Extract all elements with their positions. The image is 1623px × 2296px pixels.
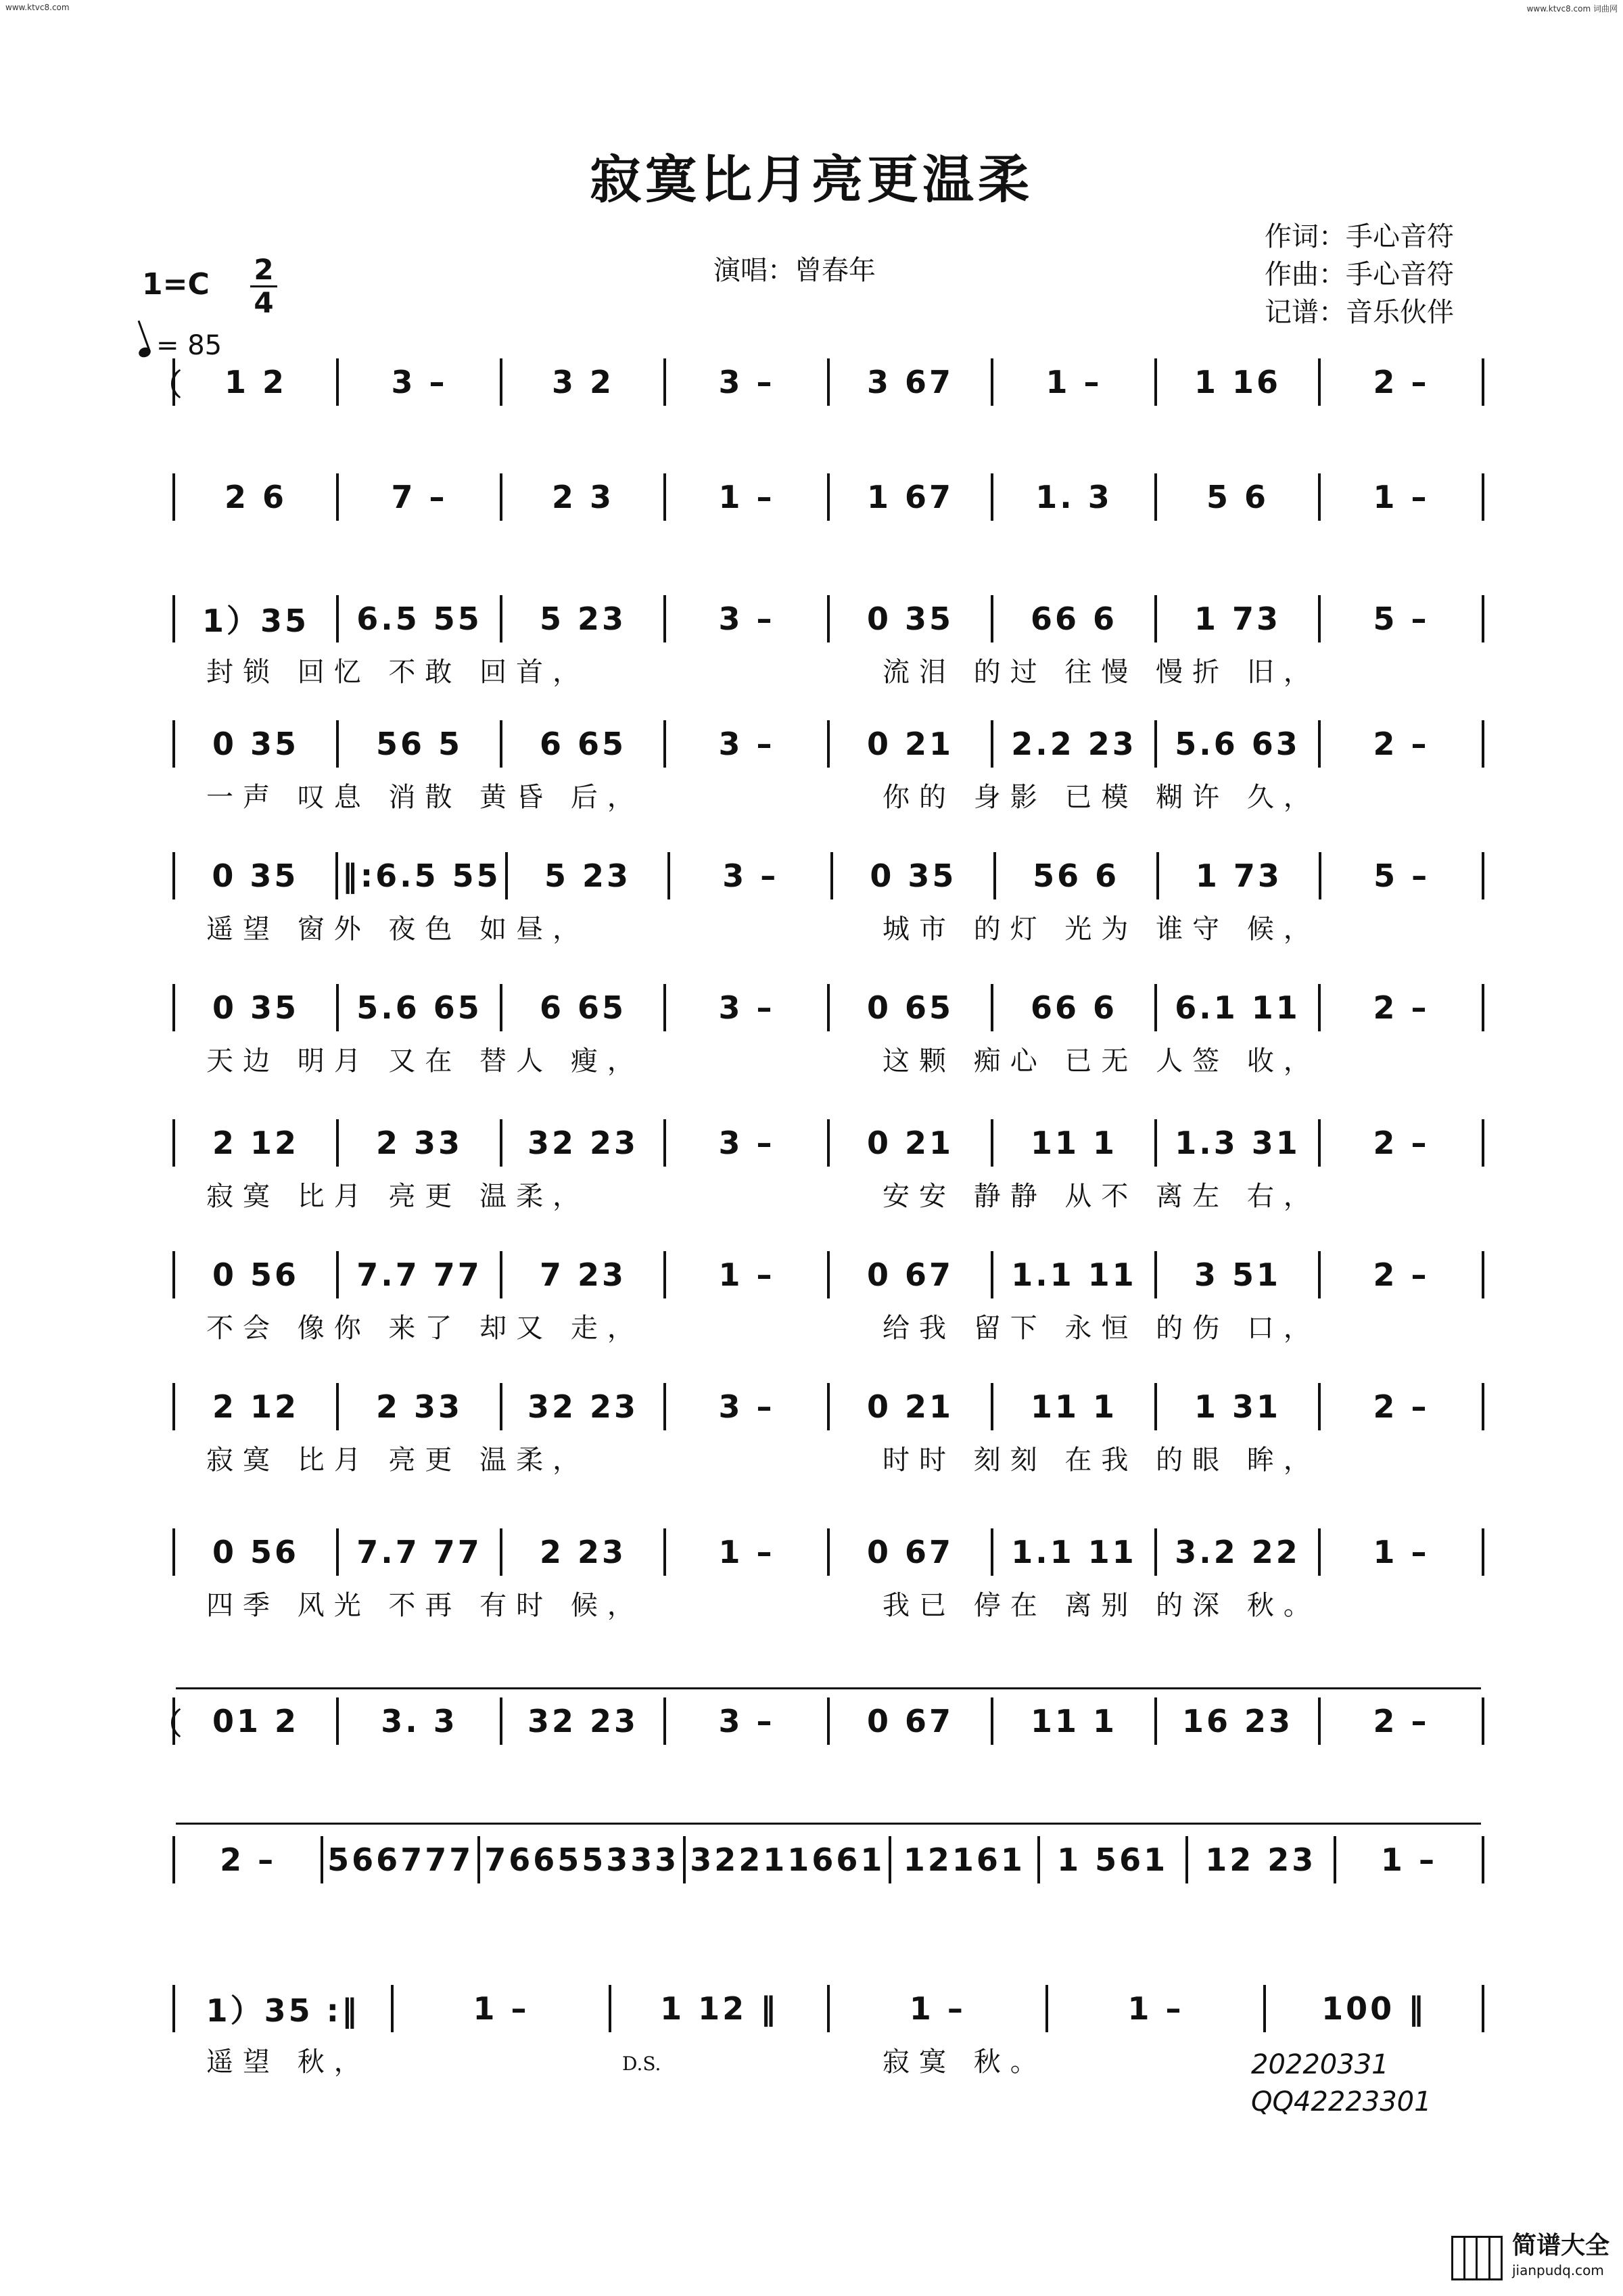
measure [827,984,991,1031]
tempo-value: = 85 [156,330,222,361]
measure [172,1383,336,1430]
measure-notes: 56 6 [1033,858,1120,894]
measure-notes: 1 – [473,1990,530,2027]
measure-notes: 1 – [718,479,775,515]
measure [827,720,991,768]
measure-notes: 7 23 [539,1257,627,1293]
measure [500,595,663,642]
measure [827,473,991,521]
notes-line [152,1836,1484,1883]
measure [336,358,500,406]
measure-notes: 1 – [1373,479,1430,515]
measure [609,1985,827,2032]
measure-notes: 5.6 65 [356,989,482,1026]
measure-notes: 0 21 [866,1125,954,1161]
measure-notes: 0 35 [870,858,957,894]
measure [336,473,500,521]
measure-notes: 0 35 [212,858,299,894]
lyric-phrase: 你的 身影 已模 糊许 久， [883,782,1320,813]
measure-notes: 3 51 [1194,1257,1281,1293]
measure-notes: 2 23 [539,1534,627,1570]
measure-notes: 2 12 [212,1125,300,1161]
score-row [0,852,1623,987]
measure-notes: 2 6 [224,479,287,515]
measure [991,984,1154,1031]
measure [1154,1251,1318,1298]
notes-line [152,720,1484,768]
notes-line [152,1383,1484,1430]
measure-notes: 6 65 [539,989,627,1026]
measure-notes: 1 – [909,1990,966,2027]
logo-name: 简谱大全 [1511,2232,1609,2259]
score-row [0,473,1623,609]
tempo-marking [139,330,222,361]
measure-notes: 1. 3 [1035,479,1112,515]
notes-line [152,1251,1484,1298]
lyric-phrase: 天边 明月 又在 替人 瘦， [206,1046,644,1077]
measure-notes: 1 73 [1195,858,1282,894]
measure-notes: 76655333 [484,1842,680,1878]
measure [827,1251,991,1298]
song-title: 寂寞比月亮更温柔 [590,149,1033,210]
measure [1334,1836,1484,1883]
measure [172,1985,391,2032]
measure-notes: 1 67 [866,479,954,515]
measure-notes: 0 21 [866,1388,954,1425]
measure-notes: 3 – [391,364,448,400]
measure-notes: 3 – [718,601,775,637]
measure [172,1251,336,1298]
lyric-phrase: 寂寞 秋。 [883,2046,1047,2078]
measure-notes: 0 56 [212,1534,300,1570]
measure [827,595,991,642]
measure-notes: 0 35 [212,989,300,1026]
qq-number: QQ42223301 [1251,2086,1432,2117]
measure [830,852,993,899]
measure [1318,1528,1484,1576]
measure-notes: 566777 [327,1842,474,1878]
lyric-phrase: 一声 叹息 消散 黄昏 后， [206,782,644,813]
measure [500,1528,663,1576]
measure-notes: 3. 3 [381,1703,458,1739]
measure-notes: 0 35 [866,601,954,637]
measure-notes: 1.1 11 [1011,1257,1137,1293]
measure [991,473,1154,521]
measure [336,595,500,642]
measure [1154,473,1318,521]
measure-notes: 1 31 [1194,1388,1281,1425]
measure [1154,1697,1318,1745]
lyric-phrase: 寂寞 比月 亮更 温柔， [206,1181,590,1212]
measure-notes: 3 67 [866,364,954,400]
measure [663,1119,827,1167]
score-row [0,1383,1623,1518]
measure [1318,473,1484,521]
piano-icon [1451,2236,1503,2280]
measure-notes: 6.5 55 [356,601,482,637]
notes-line [152,1528,1484,1576]
measure [667,852,830,899]
measure-notes: 7 – [391,479,448,515]
measure [172,1119,336,1167]
measure [827,1697,991,1745]
score-row [0,1528,1623,1664]
score-row [0,1836,1623,1971]
measure-notes: 1.3 31 [1175,1125,1300,1161]
measure [500,1697,663,1745]
notes-line [152,595,1484,642]
measure-notes: 5 – [1373,858,1430,894]
measure [505,852,668,899]
measure [663,1697,827,1745]
measure [663,358,827,406]
measure-notes: 66 6 [1030,989,1118,1026]
measure-notes: 1 12 ‖ [660,1990,779,2027]
notes-line [152,852,1484,899]
measure-notes: 1 73 [1194,601,1281,637]
measure-notes: 0 65 [866,989,954,1026]
measure-notes: 2 – [1373,364,1430,400]
measure [1318,1119,1484,1167]
measure-notes: 3 – [722,858,779,894]
measure [991,720,1154,768]
measure-notes: 0 67 [866,1257,954,1293]
measure [500,984,663,1031]
measure [336,1528,500,1576]
measure-notes: 2 – [1373,1388,1430,1425]
score-row [0,1119,1623,1255]
meter-top: 2 [254,253,274,286]
measure-notes: 3 2 [551,364,615,400]
measure [991,1119,1154,1167]
measure [335,852,505,899]
measure-notes: 5 6 [1206,479,1269,515]
measure [1154,1528,1318,1576]
key-signature: 1=C [142,267,210,302]
measure [991,1697,1154,1745]
measure [172,852,335,899]
measure-notes: 100 ‖ [1321,1990,1427,2027]
measure [827,358,991,406]
credits-block [1265,218,1454,331]
measure [1154,1383,1318,1430]
measure [500,473,663,521]
measure [172,1528,336,1576]
measure [391,1985,609,2032]
measure-notes: 2 33 [375,1125,463,1161]
ds-mark: D.S. [622,2053,661,2075]
lyric-phrase: 流泪 的过 往慢 慢折 旧， [883,657,1320,688]
measure [663,1251,827,1298]
measure-notes: 2 33 [375,1388,463,1425]
lyric-phrase: 不会 像你 来了 却又 走， [206,1313,644,1344]
lyric-phrase: 安安 静静 从不 离左 右， [883,1181,1320,1212]
row-opener: （ [152,368,182,402]
measure-notes: 0 21 [866,726,954,762]
measure [1037,1836,1185,1883]
measure [1154,984,1318,1031]
measure [336,1251,500,1298]
measure-notes: 0 67 [866,1534,954,1570]
measure-notes: 1 16 [1194,364,1281,400]
measure [500,1251,663,1298]
measure [172,595,336,642]
score-row [0,1251,1623,1386]
measure-notes: 3 – [718,989,775,1026]
measure-notes: 7.7 77 [356,1257,482,1293]
watermark-right: www.ktvc8.com 词曲网 [1526,4,1618,14]
measure [1318,720,1484,768]
lyric-phrase: 给我 留下 永恒 的伤 口， [883,1313,1320,1344]
measure [1263,1985,1484,2032]
measure-notes: 2 – [1373,726,1430,762]
measure-notes: 66 6 [1030,601,1118,637]
measure [1154,358,1318,406]
measure-notes: 1 561 [1057,1842,1169,1878]
measure [1318,1251,1484,1298]
measure [663,1383,827,1430]
measure [1154,595,1318,642]
notes-line [152,473,1484,521]
score-row [0,984,1623,1119]
measure-notes: 1）35 :‖ [206,1992,360,2029]
measure-notes: 5.6 63 [1175,726,1300,762]
date-stamp: 20220331 [1251,2049,1389,2080]
measure [991,595,1154,642]
measure-notes: 1 – [718,1534,775,1570]
notes-line [152,1119,1484,1167]
measure [663,720,827,768]
measure-notes: 5 – [1373,601,1430,637]
lyric-phrase: 封锁 回忆 不敢 回首， [206,657,590,688]
measure [336,1119,500,1167]
measure-notes: 6 65 [539,726,627,762]
composer-credit: 作曲：手心音符 [1265,259,1454,290]
lyric-phrase: 时时 刻刻 在我 的眼 眸， [883,1445,1320,1476]
meter-bottom: 4 [254,286,274,319]
measure-notes: 11 1 [1030,1125,1118,1161]
measure [172,720,336,768]
measure [993,852,1156,899]
measure-notes: 1 – [1380,1842,1437,1878]
divider-line [176,1687,1481,1689]
measure-notes: 5 23 [539,601,627,637]
measure-notes: 2 – [1373,989,1430,1026]
measure [336,1697,500,1745]
measure [827,1985,1045,2032]
lyricist-credit: 作词：手心音符 [1265,221,1454,252]
measure [991,1528,1154,1576]
measure-notes: 0 35 [212,726,300,762]
measure [1318,358,1484,406]
measure-notes: 2 3 [551,479,615,515]
notes-line [152,358,1484,406]
measure [500,720,663,768]
measure-notes: 2 – [1373,1125,1430,1161]
measure-notes: 5 23 [544,858,632,894]
measure [172,358,336,406]
measure [991,1251,1154,1298]
logo-url: jianpudq.com [1511,2262,1604,2278]
measure-notes: 16 23 [1181,1703,1294,1739]
measure [172,473,336,521]
measure [172,984,336,1031]
measure [1318,984,1484,1031]
score-row [0,1697,1623,1833]
measure-notes: 2 12 [212,1388,300,1425]
measure-notes: ‖:6.5 55 [342,858,501,894]
measure-notes: 1 – [718,1257,775,1293]
measure-notes: 32 23 [527,1388,639,1425]
measure-notes: 1.1 11 [1011,1534,1137,1570]
transcriber-credit: 记谱：音乐伙伴 [1265,297,1454,328]
lyric-phrase: 我已 停在 离别 的深 秋。 [883,1590,1320,1621]
measure-notes: 1）35 [202,603,310,639]
measure [172,1836,321,1883]
measure [336,984,500,1031]
measure [1156,852,1319,899]
measure [500,1119,663,1167]
measure-notes: 1 – [1373,1534,1430,1570]
measure [1154,1119,1318,1167]
measure [336,720,500,768]
measure-notes: 2 – [220,1842,277,1878]
measure-notes: 32 23 [527,1125,639,1161]
singer-credit: 演唱：曾春年 [713,255,876,286]
time-signature [250,253,277,319]
measure [1154,720,1318,768]
measure [663,984,827,1031]
measure [1318,1697,1484,1745]
quarter-note-icon [137,346,152,358]
measure [172,1697,336,1745]
measure [991,1383,1154,1430]
measure-notes: 12161 [903,1842,1025,1878]
measure-notes: 2 – [1373,1257,1430,1293]
measure-notes: 6.1 11 [1175,989,1300,1026]
measure [321,1836,477,1883]
lyric-phrase: 遥望 秋， [206,2046,371,2078]
measure [991,358,1154,406]
measure-notes: 2 – [1373,1703,1430,1739]
measure-notes: 1 – [1127,1990,1184,2027]
measure [1045,1985,1264,2032]
measure-notes: 0 67 [866,1703,954,1739]
measure-notes: 01 2 [212,1703,300,1739]
measure [500,358,663,406]
measure [827,1119,991,1167]
measure-notes: 3 – [718,1388,775,1425]
measure-notes: 1 – [1045,364,1102,400]
measure-notes: 32 23 [527,1703,639,1739]
notes-line [152,984,1484,1031]
measure-notes: 3 – [718,364,775,400]
measure-notes: 7.7 77 [356,1534,482,1570]
score-row [0,720,1623,856]
measure-notes: 12 23 [1205,1842,1317,1878]
measure [683,1836,889,1883]
measure [889,1836,1037,1883]
lyric-phrase: 城市 的灯 光为 谁守 候， [883,914,1320,945]
measure-notes: 3 – [718,1703,775,1739]
measure [663,1528,827,1576]
score-row [0,595,1623,730]
watermark-left: www.ktvc8.com [5,3,70,12]
measure [336,1383,500,1430]
measure-notes: 1 2 [224,364,287,400]
measure [827,1528,991,1576]
measure [1185,1836,1334,1883]
measure [827,1383,991,1430]
notes-line [152,1985,1484,2032]
measure-notes: 11 1 [1030,1388,1118,1425]
lyric-phrase: 这颗 痴心 已无 人签 收， [883,1046,1320,1077]
site-logo[interactable] [1451,2234,1609,2282]
measure-notes: 32211661 [690,1842,885,1878]
measure-notes: 11 1 [1030,1703,1118,1739]
measure [1318,595,1484,642]
lyric-phrase: 遥望 窗外 夜色 如昼， [206,914,590,945]
lyric-phrase: 四季 风光 不再 有时 候， [206,1590,644,1621]
measure-notes: 0 56 [212,1257,300,1293]
measure-notes: 2.2 23 [1011,726,1137,762]
measure-notes: 3 – [718,726,775,762]
measure-notes: 3.2 22 [1175,1534,1300,1570]
measure [477,1836,683,1883]
divider-line [176,1823,1481,1825]
measure [1319,852,1484,899]
notes-line [152,1697,1484,1745]
measure [1318,1383,1484,1430]
measure [500,1383,663,1430]
lyric-phrase: 寂寞 比月 亮更 温柔， [206,1445,590,1476]
row-opener: （ [152,1707,182,1741]
measure-notes: 3 – [718,1125,775,1161]
measure [663,473,827,521]
measure-notes: 56 5 [375,726,463,762]
measure [663,595,827,642]
